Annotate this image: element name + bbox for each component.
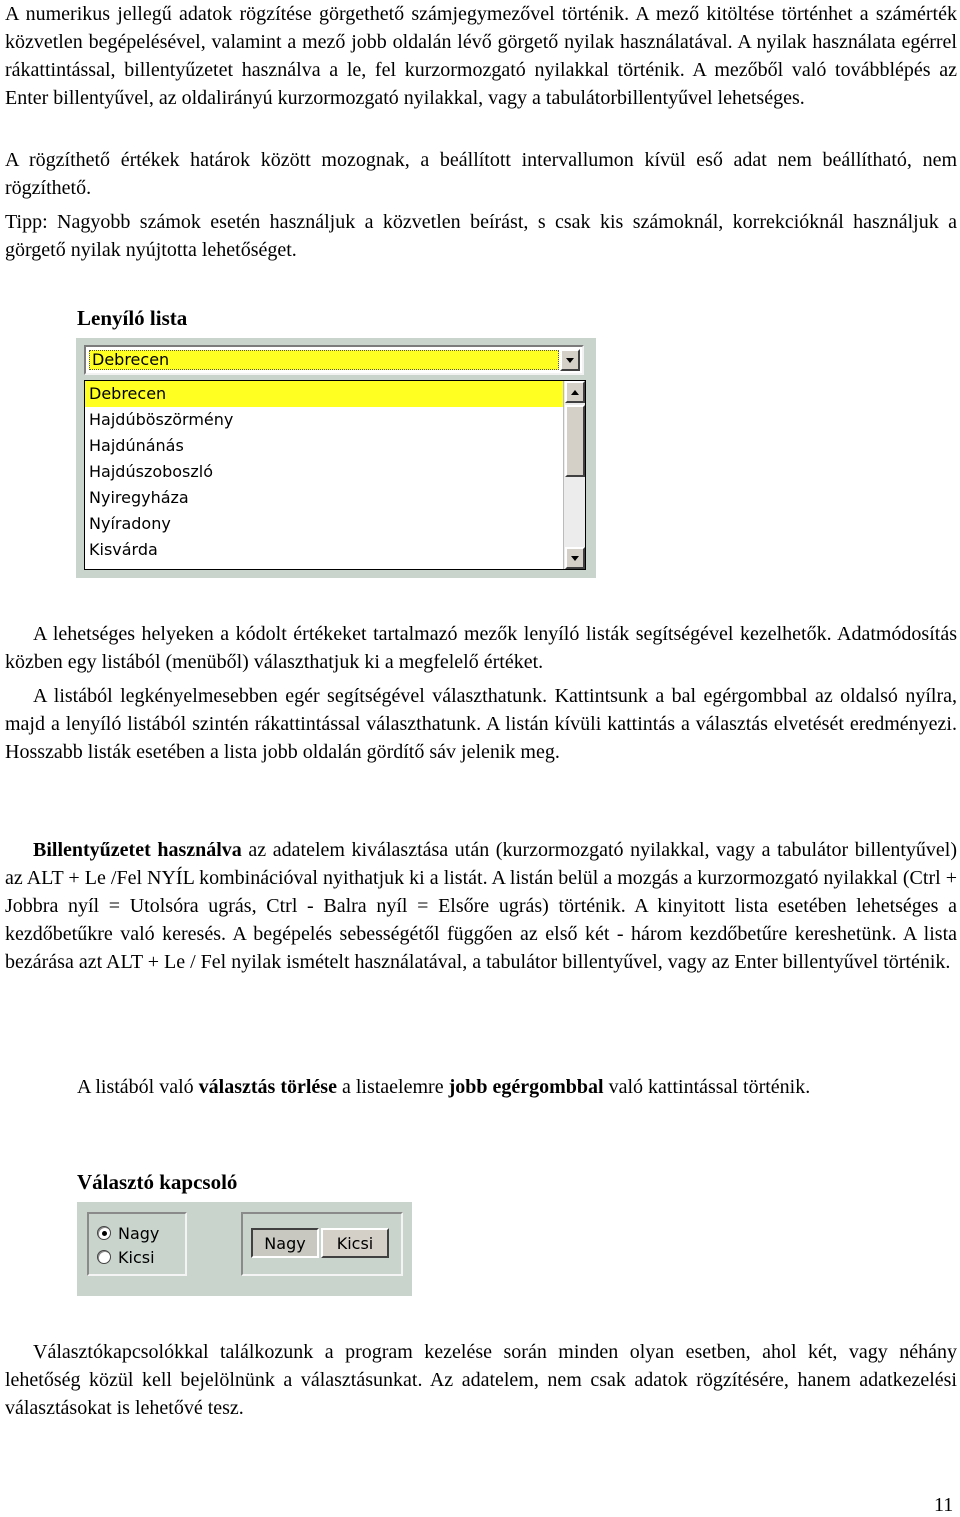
- toggle-button-kicsi[interactable]: Kicsi: [321, 1228, 389, 1258]
- radio-option-nagy[interactable]: [97, 1222, 159, 1244]
- delete-bold1: választás törlése: [198, 1076, 337, 1098]
- keyboard-paragraph: [5, 836, 957, 976]
- radio-heading: Választó kapcsoló: [77, 1170, 238, 1194]
- delete-part1: A listából való: [77, 1076, 199, 1098]
- page-number: 11: [934, 1494, 954, 1516]
- radio-option-kicsi[interactable]: [97, 1246, 155, 1268]
- list-item[interactable]: Nyiregyháza: [89, 488, 189, 507]
- intro-paragraph-2: A rögzíthető értékek határok között mozognak, a beállított intervallumon kívül eső adat nem beállítható, nem rögzíthető.: [5, 149, 957, 199]
- dropdown-figure: [76, 338, 596, 578]
- delete-paragraph: [5, 1073, 957, 1101]
- chevron-down-icon: [571, 556, 579, 561]
- scroll-down-button[interactable]: [565, 547, 585, 569]
- radio-label-nagy: Nagy: [118, 1223, 160, 1243]
- delete-bold2: jobb egérgombbal: [448, 1076, 604, 1098]
- toggle-button-nagy[interactable]: Nagy: [251, 1228, 319, 1258]
- combo-box[interactable]: [84, 345, 584, 375]
- list-item[interactable]: Kisvárda: [89, 540, 158, 559]
- radio-unselected-icon[interactable]: [97, 1250, 111, 1264]
- list-scrollbar[interactable]: [563, 381, 585, 569]
- chevron-down-icon: [566, 358, 574, 363]
- keyboard-bold-phrase: Billentyűzetet használva: [33, 839, 242, 861]
- list-item[interactable]: Hajdúszoboszló: [89, 462, 214, 481]
- combo-value[interactable]: Debrecen: [89, 350, 559, 370]
- scroll-up-button[interactable]: [565, 381, 585, 403]
- list-item[interactable]: Debrecen: [85, 381, 563, 407]
- scroll-thumb[interactable]: [565, 405, 585, 477]
- dropdown-paragraph-2: [5, 682, 957, 766]
- list-item[interactable]: Hajdúböszörmény: [89, 410, 234, 429]
- radio-paragraph-text: Választókapcsolókkal találkozunk a program kezelése során minden olyan esetben, ahol két, vagy néhány lehetőség közül kell bejelölnünk a választásunkat. Az adatelem, nem csak adatok rögzítésére, hanem adatkezelési választásokat is lehetővé tesz.: [5, 1341, 957, 1419]
- delete-part3: való kattintással történik.: [603, 1076, 811, 1098]
- list-item[interactable]: Hajdúnánás: [89, 436, 184, 455]
- dropdown-paragraph-1-text: A lehetséges helyeken a kódolt értékeket tartalmazó mezők lenyíló listák segítségével kezelhetők. Adatmódosítás közben egy listából (menüből) választhatjuk ki a megfelelő értéket.: [5, 623, 957, 673]
- dropdown-paragraph-2-text: A listából legkényelmesebben egér segítségével választhatunk. Kattintsunk a bal egérgombbal az oldalsó nyílra, majd a lenyíló listából szintén rákattintással választhatunk. A listán kívüli kattintás a választás elvetését eredményezi. Hosszabb listák esetében a lista jobb oldalán gördítő sáv jelenik meg.: [5, 685, 957, 763]
- intro-paragraph-1: A numerikus jellegű adatok rögzítése görgethető számjegymezővel történik. A mező kitöltése történhet a számérték közvetlen begépelésével, valamint a mező jobb oldalán lévő görgető nyilak használatával. A nyilak használata egérrel rákattintással, billentyűzetet használva a le, fel kurzormozgató nyilakkal történik. A mezőből való továbblépés az Enter billentyűvel, az oldalirányú kurzormozgató nyilakkal, vagy a tabulátorbillentyűvel lehetséges.: [5, 3, 957, 109]
- list-item[interactable]: Nyíradony: [89, 514, 171, 533]
- list-items-container: [85, 381, 563, 563]
- combo-dropdown-button[interactable]: [560, 349, 580, 371]
- dropdown-paragraph-1: [5, 620, 957, 676]
- radio-label-kicsi: Kicsi: [118, 1247, 155, 1267]
- delete-part2: a listaelemre: [336, 1076, 449, 1098]
- radio-figure: [77, 1202, 412, 1296]
- radio-selected-icon[interactable]: [97, 1226, 111, 1240]
- keyboard-paragraph-rest: az adatelem kiválasztása után (kurzormozgató nyilakkal, vagy a tabulátor billentyűvel) az ALT + Le /Fel NYÍL kombinációval nyithatjuk ki a listát. A listán belül a mozgás a kurzormozgató nyilakkal (Ctrl + Jobbra nyíl = Utolsóra ugrás, Ctrl - Balra nyíl = Elsőre ugrás) történik. A kinyitott lista esetében lehetséges a kezdőbetűkre való keresés. A begépelés sebességétől függően az első két - három kezdőbetűre kereshetünk. A lista bezárása azt ALT + Le / Fel nyilak ismételt használatával, a tabulátor billentyűvel, vagy az Enter billentyűvel történik.: [5, 839, 957, 973]
- toggle-button-group: [241, 1212, 403, 1276]
- radio-dot-icon: [102, 1231, 107, 1236]
- dropdown-heading: Lenyíló lista: [77, 306, 188, 330]
- chevron-up-icon: [571, 390, 579, 395]
- intro-paragraph-3: Tipp: Nagyobb számok esetén használjuk a közvetlen beírást, s csak kis számoknál, korrekcióknál használjuk a görgető nyilak nyújtotta lehetőséget.: [5, 211, 957, 261]
- dropdown-list: [84, 380, 586, 570]
- radio-paragraph: [5, 1338, 957, 1422]
- radio-group: [87, 1212, 187, 1276]
